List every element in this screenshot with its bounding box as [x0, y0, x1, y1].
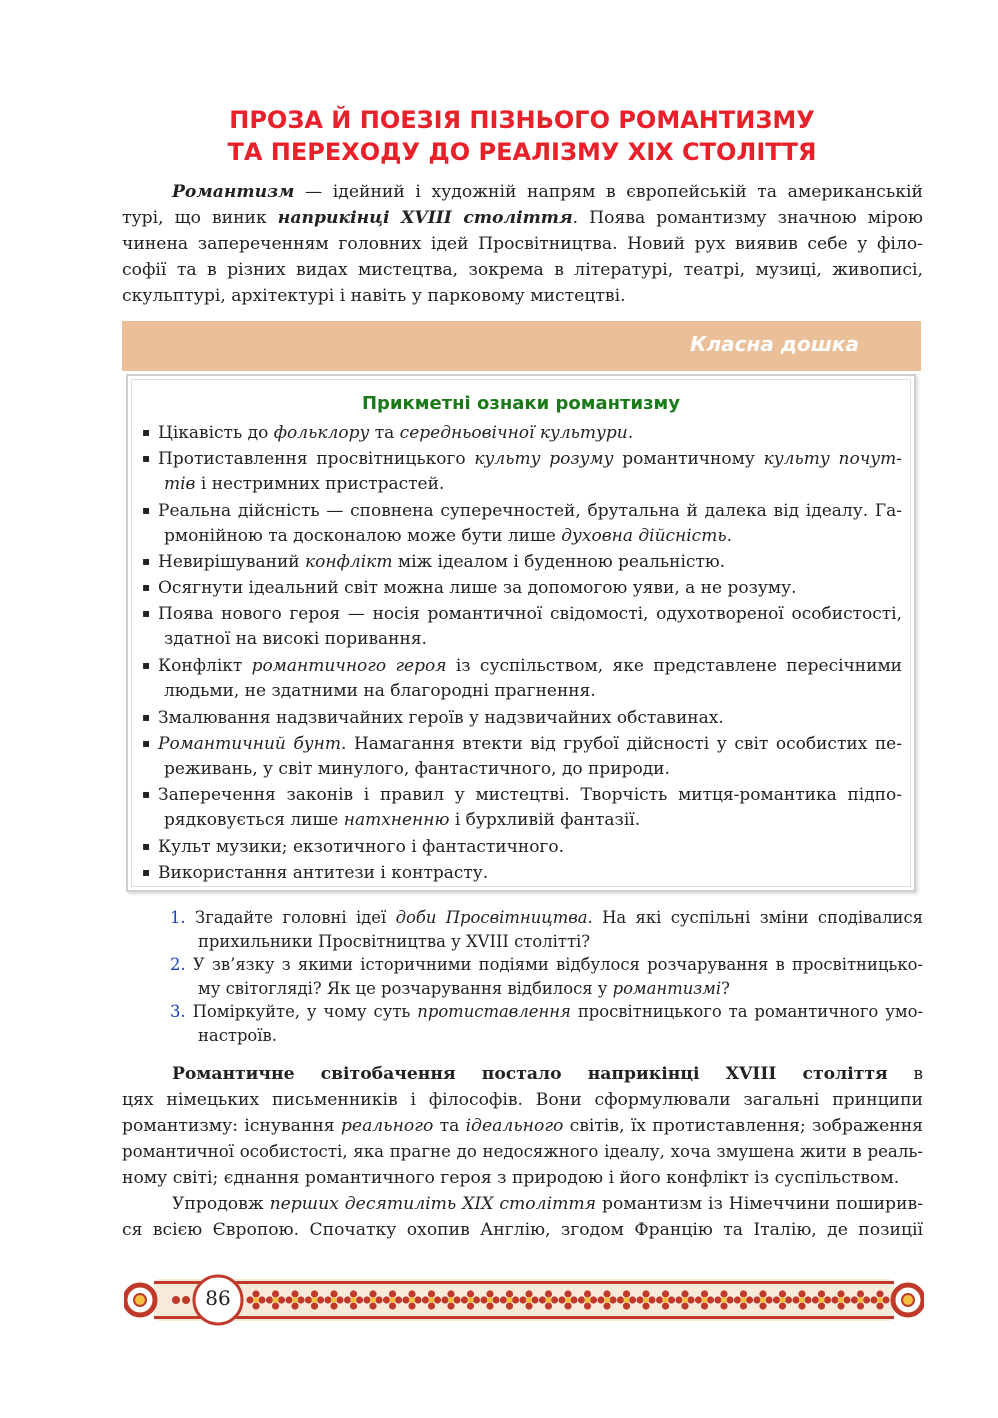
ornament-scroll-center-icon	[902, 1294, 914, 1306]
list-item: ▪ Конфлікт романтичного героя із суспільством, яке представлене пересічними	[142, 653, 902, 679]
bullet-icon: ▪	[142, 580, 151, 595]
list-item: ▪ Реальна дійсність — сповнена суперечностей, брутальна й далека від ідеалу. Га-	[142, 498, 902, 524]
board-title: Прикметні ознаки романтизму	[361, 393, 680, 414]
question-3-continuation: настроїв.	[198, 1025, 277, 1045]
body-paragraph-1	[122, 1061, 923, 1191]
list-item: ▪ Культ музики; екзотичного і фантастичного.	[142, 834, 902, 860]
bullet-icon: ▪	[142, 658, 151, 673]
list-item-continuation: тів і нестримних пристрастей.	[164, 473, 445, 494]
bullet-icon: ▪	[142, 554, 151, 569]
list-item-continuation: рядковується лише натхненню і бурхливій фантазії.	[164, 810, 641, 831]
bullet-icon: ▪	[142, 606, 151, 621]
body-line: Упродовж перших десятиліть XIX століття романтизм із Німеччини поширив-	[172, 1194, 923, 1214]
intro-line-4: софії та в різних видах мистецтва, зокрема в літературі, театрі, музиці, живописі,	[122, 260, 923, 280]
list-item-continuation: реживань, у світ минулого, фантастичного, до природи.	[164, 758, 670, 779]
board-header	[122, 321, 921, 371]
bullet-icon: ▪	[142, 839, 151, 854]
list-item-continuation: людьми, не здатними на благородні прагнення.	[164, 680, 596, 701]
bullet-icon: ▪	[142, 450, 151, 465]
list-item: ▪ Поява нового героя — носія романтичної свідомості, одухотвореної особистості,	[142, 601, 902, 627]
intro-line-3: чинена запереченням головних ідей Просвітництва. Новий рух виявив себе у філо-	[122, 234, 923, 254]
body-line: ному світі; єднання романтичного героя з природою і його конфлікт із суспільством.	[122, 1168, 900, 1188]
list-item: ▪ Невирішуваний конфлікт між ідеалом і буденною реальністю.	[142, 549, 902, 575]
ornament-scroll-center-icon	[134, 1294, 146, 1306]
list-item: ▪ Змалювання надзвичайних героїв у надзвичайних обставинах.	[142, 705, 902, 731]
question-1-continuation: прихильники Просвітництва у XVIII столітті?	[198, 931, 591, 951]
question-2: 2. У зв’язку з якими історичними подіями відбулося розчарування в просвітницько-	[170, 955, 923, 974]
title-line-2: ТА ПЕРЕХОДУ ДО РЕАЛІЗМУ XIX СТОЛІТТЯ	[227, 138, 817, 166]
body-line: романтичної особистості, яка прагне до недосяжного ідеалу, хоча змушена жити в реаль-	[122, 1142, 923, 1161]
list-item: ▪ Заперечення законів і правил у мистецтві. Творчість митця-романтика підпо-	[142, 782, 902, 808]
list-item: ▪ Цікавість до фольклору та середньовічної культури.	[142, 420, 902, 446]
list-item: ▪ Осягнути ідеальний світ можна лише за допомогою уяви, а не розуму.	[142, 575, 902, 601]
list-item-continuation: здатної на високі поривання.	[164, 629, 427, 650]
bullet-icon: ▪	[142, 502, 151, 517]
footer-ornament	[124, 1271, 924, 1329]
list-item-continuation: рмонійною та досконалою може бути лише духовна дійсність.	[164, 525, 732, 546]
ornament-band-icon	[124, 1271, 924, 1329]
board-list	[142, 420, 902, 886]
board-header-label: Класна дошка	[690, 332, 859, 356]
question-2-continuation: му світогляді? Як це розчарування відбилося у романтизмі?	[198, 978, 730, 998]
term-romanticism: Романтизм	[172, 182, 295, 202]
body-paragraph-2	[122, 1191, 923, 1243]
intro-paragraph	[122, 179, 923, 309]
page-number: 86	[205, 1286, 231, 1310]
question-number: 3.	[170, 1002, 186, 1021]
intro-line-1: Романтизм — ідейний і художній напрям в європейській та американській	[172, 182, 923, 202]
question-1: 1. Згадайте головні ідеї доби Просвітництва. На які суспільні зміни сподівалися	[170, 908, 923, 927]
ornament-top-line	[154, 1281, 894, 1284]
list-item: ▪ Протиставлення просвітницького культу розуму романтичному культу почут-	[142, 446, 902, 472]
body-line: цях німецьких письменників і філософів. Вони сформулювали загальні принципи	[122, 1090, 923, 1110]
bullet-icon: ▪	[142, 709, 151, 724]
body-line: романтизму: існування реального та ідеального світів, їх протиставлення; зображення	[122, 1116, 923, 1136]
question-3: 3. Поміркуйте, у чому суть протиставлення просвітницького та романтичного умо-	[170, 1002, 923, 1021]
list-item: ▪ Використання антитези і контрасту.	[142, 860, 902, 886]
questions-list	[170, 906, 923, 1047]
ornament-leaf-icon	[182, 1296, 190, 1304]
intro-line-2: турі, що виник наприкінці XVIII століття. Поява романтизму значною мірою	[122, 208, 923, 228]
ornament-leaf-icon	[172, 1296, 180, 1304]
title-line-1: ПРОЗА Й ПОЕЗІЯ ПІЗНЬОГО РОМАНТИЗМУ	[229, 106, 815, 134]
body-line: Романтичне світобачення постало наприкінці XVIII століття в	[172, 1064, 923, 1084]
list-item: ▪ Романтичний бунт. Намагання втекти від грубої дійсності у світ особистих пе-	[142, 731, 902, 757]
bullet-icon: ▪	[142, 735, 151, 750]
page-title	[122, 104, 922, 168]
bullet-icon: ▪	[142, 787, 151, 802]
body-line: ся всією Європою. Спочатку охопив Англію, згодом Францію та Італію, де позиції	[122, 1220, 923, 1240]
question-number: 1.	[170, 908, 186, 927]
intro-line-5: скульптурі, архітектурі і навіть у парковому мистецтві.	[122, 286, 626, 306]
bullet-icon: ▪	[142, 425, 151, 439]
bullet-icon: ▪	[142, 865, 151, 880]
question-number: 2.	[170, 955, 186, 974]
ornament-bottom-line	[154, 1316, 894, 1319]
